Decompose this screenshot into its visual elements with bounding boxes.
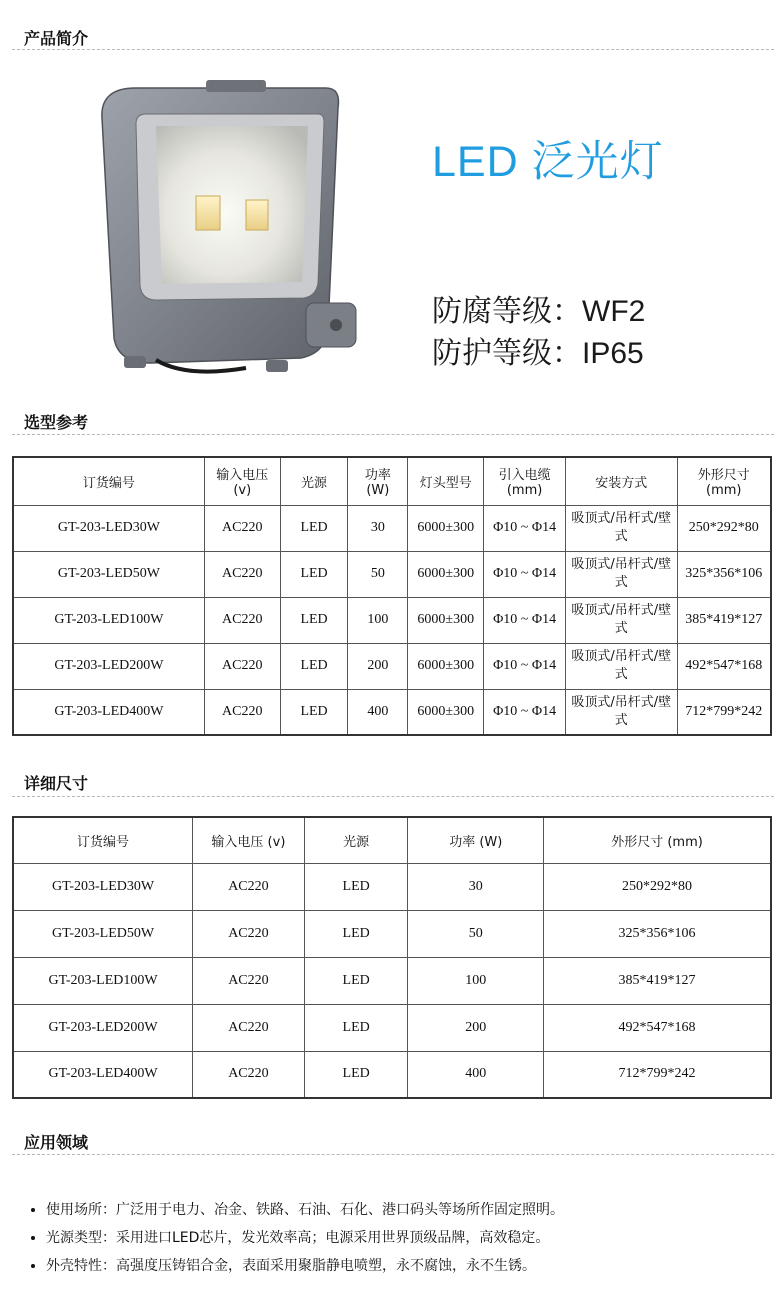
list-item: • 光源类型：采用进口LED芯片，发光效率高；电源采用世界顶级品牌，高效稳定。	[46, 1224, 776, 1252]
table-cell: Φ10 ~ Φ14	[484, 551, 566, 597]
table-cell: AC220	[204, 597, 280, 643]
table-cell: LED	[304, 1051, 408, 1098]
table-cell: LED	[280, 597, 348, 643]
table-row	[13, 863, 771, 910]
section-divider	[12, 1154, 774, 1155]
table-cell: 400	[348, 689, 408, 735]
table-cell: 吸顶式/吊杆式/壁式	[565, 597, 677, 643]
selection-table-body	[13, 505, 771, 735]
table-cell: 385*419*127	[677, 597, 771, 643]
table-cell: AC220	[193, 1051, 305, 1098]
detail-header-row	[13, 817, 771, 863]
table-cell: LED	[280, 551, 348, 597]
table-cell: Φ10 ~ Φ14	[484, 689, 566, 735]
detail-table	[12, 816, 772, 1099]
table-cell: 200	[408, 1004, 544, 1051]
table-cell: 6000±300	[408, 597, 484, 643]
table-cell: 30	[348, 505, 408, 551]
detail-header-cell: 光源	[304, 817, 408, 863]
table-cell: GT-203-LED30W	[13, 505, 204, 551]
product-hero	[0, 58, 776, 388]
table-cell: 6000±300	[408, 643, 484, 689]
table-cell: AC220	[204, 689, 280, 735]
table-row	[13, 505, 771, 551]
table-row	[13, 957, 771, 1004]
table-row	[13, 643, 771, 689]
table-cell: 6000±300	[408, 689, 484, 735]
selection-header-cell: 输入电压 (v)	[204, 457, 280, 505]
section-divider	[12, 434, 774, 435]
table-cell: 400	[408, 1051, 544, 1098]
table-cell: GT-203-LED200W	[13, 643, 204, 689]
detail-header-cell: 订货编号	[13, 817, 193, 863]
selection-header-cell: 灯头型号	[408, 457, 484, 505]
detail-header-cell: 输入电压 (v)	[193, 817, 305, 863]
table-cell: 492*547*168	[677, 643, 771, 689]
table-cell: 50	[408, 910, 544, 957]
table-row	[13, 910, 771, 957]
table-cell: 200	[348, 643, 408, 689]
table-cell: 6000±300	[408, 505, 484, 551]
table-cell: GT-203-LED400W	[13, 1051, 193, 1098]
table-cell: 吸顶式/吊杆式/壁式	[565, 505, 677, 551]
section-title-intro: 产品简介	[24, 29, 89, 48]
table-cell: 100	[408, 957, 544, 1004]
table-cell: Φ10 ~ Φ14	[484, 643, 566, 689]
selection-header-cell: 订货编号	[13, 457, 204, 505]
table-row	[13, 1051, 771, 1098]
table-cell: 325*356*106	[544, 910, 771, 957]
table-cell: 250*292*80	[544, 863, 771, 910]
protection-rating: 防护等级：IP65	[432, 337, 644, 370]
selection-header-cell: 引入电缆 (mm)	[484, 457, 566, 505]
table-cell: AC220	[204, 505, 280, 551]
selection-table	[12, 456, 772, 736]
table-cell: Φ10 ~ Φ14	[484, 597, 566, 643]
table-cell: GT-203-LED50W	[13, 910, 193, 957]
table-cell: Φ10 ~ Φ14	[484, 505, 566, 551]
table-cell: LED	[304, 957, 408, 1004]
table-cell: 吸顶式/吊杆式/壁式	[565, 551, 677, 597]
table-cell: LED	[280, 689, 348, 735]
section-title-details: 详细尺寸	[24, 774, 89, 793]
table-cell: 50	[348, 551, 408, 597]
table-cell: 492*547*168	[544, 1004, 771, 1051]
list-item: • 使用场所：广泛用于电力、冶金、铁路、石油、石化、港口码头等场所作固定照明。	[46, 1196, 776, 1224]
detail-table-body	[13, 863, 771, 1098]
floodlight-image	[96, 78, 366, 398]
product-title: LED 泛光灯	[432, 138, 664, 186]
table-cell: LED	[304, 863, 408, 910]
table-cell: AC220	[204, 643, 280, 689]
table-cell: AC220	[193, 957, 305, 1004]
detail-header-cell: 外形尺寸 (mm)	[544, 817, 771, 863]
table-cell: 30	[408, 863, 544, 910]
table-cell: GT-203-LED30W	[13, 863, 193, 910]
section-title-applications: 应用领域	[24, 1133, 89, 1152]
section-divider	[12, 796, 774, 797]
table-cell: 6000±300	[408, 551, 484, 597]
table-cell: AC220	[193, 910, 305, 957]
table-cell: AC220	[193, 863, 305, 910]
table-cell: 吸顶式/吊杆式/壁式	[565, 689, 677, 735]
table-cell: LED	[304, 910, 408, 957]
selection-header-cell: 安装方式	[565, 457, 677, 505]
table-cell: 712*799*242	[544, 1051, 771, 1098]
section-title-selection: 选型参考	[24, 413, 89, 432]
selection-header-cell: 功率 (W)	[348, 457, 408, 505]
table-cell: GT-203-LED50W	[13, 551, 204, 597]
table-row	[13, 597, 771, 643]
table-cell: AC220	[204, 551, 280, 597]
selection-header-row	[13, 457, 771, 505]
table-cell: GT-203-LED100W	[13, 597, 204, 643]
corrosion-rating: 防腐等级：WF2	[432, 295, 646, 328]
table-row	[13, 551, 771, 597]
table-cell: GT-203-LED100W	[13, 957, 193, 1004]
table-cell: GT-203-LED400W	[13, 689, 204, 735]
table-cell: LED	[304, 1004, 408, 1051]
selection-header-cell: 光源	[280, 457, 348, 505]
section-divider	[12, 49, 774, 50]
table-cell: GT-203-LED200W	[13, 1004, 193, 1051]
application-list	[28, 1196, 776, 1280]
table-cell: 100	[348, 597, 408, 643]
table-cell: AC220	[193, 1004, 305, 1051]
table-cell: 吸顶式/吊杆式/壁式	[565, 643, 677, 689]
selection-header-cell: 外形尺寸 (mm)	[677, 457, 771, 505]
table-cell: LED	[280, 505, 348, 551]
table-cell: 250*292*80	[677, 505, 771, 551]
table-row	[13, 689, 771, 735]
table-cell: 385*419*127	[544, 957, 771, 1004]
table-cell: 325*356*106	[677, 551, 771, 597]
list-item: • 外壳特性：高强度压铸铝合金，表面采用聚脂静电喷塑，永不腐蚀，永不生锈。	[46, 1252, 776, 1280]
detail-header-cell: 功率 (W)	[408, 817, 544, 863]
table-cell: 712*799*242	[677, 689, 771, 735]
table-row	[13, 1004, 771, 1051]
table-cell: LED	[280, 643, 348, 689]
